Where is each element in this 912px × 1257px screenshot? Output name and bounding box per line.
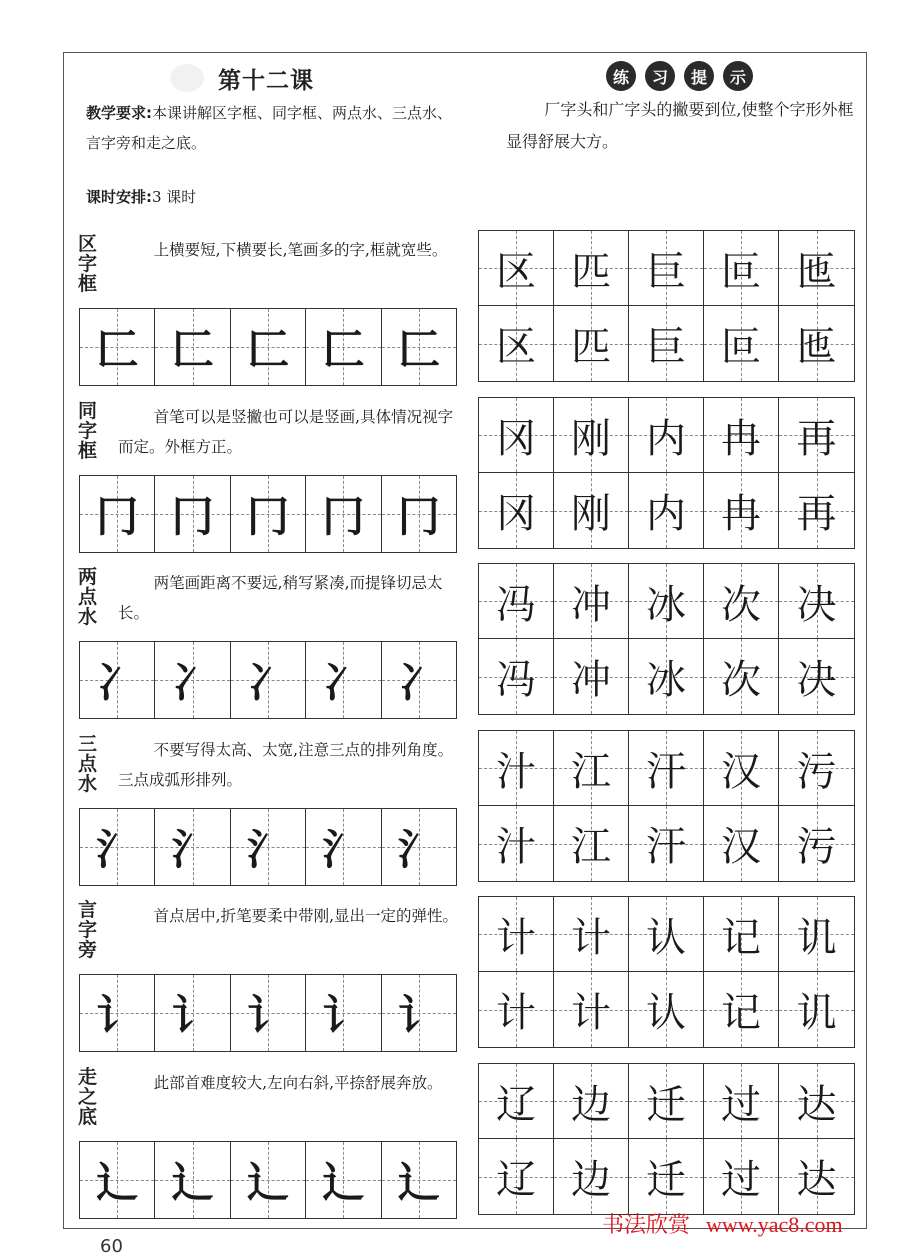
section-description: 上横要短,下横要长,笔画多的字,框就宽些。 xyxy=(153,241,448,259)
tips-badge: 提 xyxy=(684,61,714,91)
watermark-text: 书法欣赏 xyxy=(602,1212,691,1237)
stroke-cell xyxy=(155,309,230,385)
radical-glyph: 讠 xyxy=(322,991,365,1040)
practice-cell xyxy=(704,398,779,473)
stroke-practice-strip xyxy=(79,808,457,886)
practice-cell xyxy=(779,1139,854,1214)
practice-cell xyxy=(779,231,854,306)
practice-cell xyxy=(629,972,704,1047)
character-practice-grid xyxy=(478,896,855,1048)
practice-character: 江 xyxy=(571,824,611,870)
practice-cell xyxy=(554,806,629,881)
practice-character: 冯 xyxy=(496,657,536,703)
practice-cell xyxy=(779,473,854,548)
radical-glyph: 氵 xyxy=(397,825,440,874)
radical-glyph: 氵 xyxy=(171,825,214,874)
practice-cell xyxy=(704,473,779,548)
radical-glyph: 辶 xyxy=(247,1158,290,1207)
practice-cell xyxy=(554,1064,629,1139)
practice-character: 污 xyxy=(796,824,837,870)
practice-character: 内 xyxy=(646,415,686,462)
stroke-cell xyxy=(231,476,306,552)
practice-character: 汉 xyxy=(721,824,761,870)
radical-glyph: 讠 xyxy=(171,991,214,1040)
stroke-cell xyxy=(155,1142,230,1218)
practice-cell xyxy=(479,972,554,1047)
character-practice-grid xyxy=(478,563,855,715)
practice-cell xyxy=(479,231,554,306)
practice-character: 叵 xyxy=(721,248,761,295)
practice-character: 冲 xyxy=(571,581,611,628)
practice-character: 边 xyxy=(571,1157,611,1203)
practice-character: 冯 xyxy=(496,581,536,628)
tips-badge: 示 xyxy=(723,61,753,91)
character-practice-grid xyxy=(478,730,855,882)
practice-cell xyxy=(554,897,629,972)
section-label: 区字框 xyxy=(78,233,98,295)
practice-cell xyxy=(704,972,779,1047)
practice-cell xyxy=(554,473,629,548)
practice-cell xyxy=(704,1064,779,1139)
practice-cell xyxy=(779,306,854,381)
section-label: 两点水 xyxy=(78,566,98,628)
stroke-practice-strip xyxy=(79,308,457,386)
lesson-title: 第十二课 xyxy=(218,68,314,94)
section-description: 此部首难度较大,左向右斜,平捺舒展奔放。 xyxy=(153,1074,443,1092)
section-description: 首点居中,折笔要柔中带刚,显出一定的弹性。 xyxy=(153,907,458,925)
radical-glyph: 辶 xyxy=(171,1158,214,1207)
practice-character: 记 xyxy=(721,990,761,1036)
practice-cell xyxy=(704,639,779,714)
radical-glyph: 氵 xyxy=(247,825,290,874)
stroke-cell xyxy=(306,975,381,1051)
practice-cell xyxy=(629,731,704,806)
stroke-practice-strip xyxy=(79,475,457,553)
practice-cell xyxy=(479,398,554,473)
practice-cell xyxy=(479,639,554,714)
radical-glyph: 讠 xyxy=(397,991,440,1040)
practice-cell xyxy=(554,398,629,473)
radical-glyph: 冂 xyxy=(171,492,214,541)
practice-cell xyxy=(779,1064,854,1139)
practice-character: 达 xyxy=(796,1081,837,1128)
practice-cell xyxy=(554,972,629,1047)
stroke-practice-strip xyxy=(79,641,457,719)
section-label: 走之底 xyxy=(78,1066,98,1128)
practice-character: 边 xyxy=(571,1081,611,1128)
teaching-requirement xyxy=(86,98,466,158)
practice-cell xyxy=(554,564,629,639)
practice-character: 汉 xyxy=(721,748,761,795)
practice-cell xyxy=(629,897,704,972)
stroke-cell xyxy=(80,809,155,885)
practice-tips-heading xyxy=(606,61,753,91)
practice-character: 巨 xyxy=(646,248,686,295)
practice-character: 刚 xyxy=(571,491,611,537)
stroke-cell xyxy=(382,975,456,1051)
practice-character: 冰 xyxy=(646,581,686,628)
practice-cell xyxy=(704,806,779,881)
section-label: 同字框 xyxy=(78,400,98,462)
radical-glyph: 匚 xyxy=(397,325,440,374)
practice-cell xyxy=(554,1139,629,1214)
practice-cell xyxy=(704,1139,779,1214)
practice-cell xyxy=(479,897,554,972)
practice-character: 迁 xyxy=(646,1081,686,1128)
stroke-cell xyxy=(306,642,381,718)
practice-cell xyxy=(629,1064,704,1139)
practice-character: 计 xyxy=(496,914,536,961)
radical-glyph: 冫 xyxy=(96,658,139,707)
practice-cell xyxy=(479,731,554,806)
section-description: 两笔画距离不要远,稍写紧凑,而提锋切忌太长。 xyxy=(118,574,443,622)
practice-character: 匹 xyxy=(571,248,611,295)
class-schedule xyxy=(86,186,196,207)
practice-character: 决 xyxy=(796,657,837,703)
requirement-label: 教学要求: xyxy=(86,104,152,122)
stroke-cell xyxy=(306,309,381,385)
practice-character: 讥 xyxy=(796,990,837,1036)
practice-character: 汁 xyxy=(496,748,536,795)
practice-cell xyxy=(779,972,854,1047)
practice-cell xyxy=(479,1139,554,1214)
practice-character: 汁 xyxy=(496,824,536,870)
practice-character: 匜 xyxy=(796,248,837,295)
practice-character: 次 xyxy=(721,581,761,628)
title-decoration-icon xyxy=(170,64,204,92)
page-number: 60 xyxy=(100,1236,123,1257)
practice-character: 冈 xyxy=(496,415,536,462)
stroke-cell xyxy=(155,975,230,1051)
stroke-cell xyxy=(306,476,381,552)
stroke-cell xyxy=(306,1142,381,1218)
section-label: 三点水 xyxy=(78,733,98,795)
radical-glyph: 冂 xyxy=(96,492,139,541)
practice-character: 叵 xyxy=(721,324,761,370)
radical-glyph: 冂 xyxy=(397,492,440,541)
practice-cell xyxy=(479,806,554,881)
practice-cell xyxy=(704,231,779,306)
stroke-practice-strip xyxy=(79,1141,457,1219)
practice-character: 认 xyxy=(646,990,686,1036)
practice-character: 计 xyxy=(571,914,611,961)
section-description: 首笔可以是竖撇也可以是竖画,具体情况视字而定。外框方正。 xyxy=(118,408,454,456)
schedule-text: 3 课时 xyxy=(152,188,197,206)
practice-cell xyxy=(629,564,704,639)
practice-cell xyxy=(629,473,704,548)
practice-cell xyxy=(704,731,779,806)
practice-cell xyxy=(779,897,854,972)
practice-cell xyxy=(554,306,629,381)
practice-cell xyxy=(629,306,704,381)
practice-character: 刚 xyxy=(571,415,611,462)
radical-glyph: 氵 xyxy=(322,825,365,874)
practice-character: 冉 xyxy=(721,415,761,462)
practice-character: 记 xyxy=(721,914,761,961)
radical-glyph: 匚 xyxy=(322,325,365,374)
practice-character: 讥 xyxy=(796,914,837,961)
practice-character: 匹 xyxy=(571,324,611,370)
stroke-practice-strip xyxy=(79,974,457,1052)
radical-glyph: 辶 xyxy=(397,1158,440,1207)
stroke-cell xyxy=(231,975,306,1051)
practice-character: 迁 xyxy=(646,1157,686,1203)
character-practice-grid xyxy=(478,397,855,549)
stroke-cell xyxy=(382,642,456,718)
practice-character: 过 xyxy=(721,1081,761,1128)
practice-cell xyxy=(629,398,704,473)
stroke-cell xyxy=(382,476,456,552)
practice-cell xyxy=(629,806,704,881)
practice-cell xyxy=(779,564,854,639)
radical-glyph: 讠 xyxy=(96,991,139,1040)
practice-character: 匜 xyxy=(796,324,837,370)
radical-glyph: 冂 xyxy=(322,492,365,541)
practice-character: 内 xyxy=(646,491,686,537)
character-practice-grid xyxy=(478,230,855,382)
stroke-cell xyxy=(155,809,230,885)
radical-glyph: 匚 xyxy=(171,325,214,374)
practice-cell xyxy=(629,1139,704,1214)
stroke-cell xyxy=(382,1142,456,1218)
stroke-cell xyxy=(231,642,306,718)
practice-cell xyxy=(629,639,704,714)
radical-glyph: 辶 xyxy=(96,1158,139,1207)
stroke-cell xyxy=(231,1142,306,1218)
practice-character: 汗 xyxy=(646,824,686,870)
radical-glyph: 冫 xyxy=(171,658,214,707)
stroke-cell xyxy=(306,809,381,885)
tips-badge: 练 xyxy=(606,61,636,91)
practice-character: 认 xyxy=(646,914,686,961)
stroke-cell xyxy=(231,309,306,385)
stroke-cell xyxy=(231,809,306,885)
practice-cell xyxy=(704,897,779,972)
practice-character: 区 xyxy=(496,324,536,370)
radical-glyph: 匚 xyxy=(96,325,139,374)
practice-character: 冉 xyxy=(721,491,761,537)
practice-character: 辽 xyxy=(496,1081,536,1128)
practice-cell xyxy=(779,806,854,881)
practice-cell xyxy=(554,231,629,306)
practice-character: 辽 xyxy=(496,1157,536,1203)
watermark-url: www.yac8.com xyxy=(706,1212,843,1237)
practice-cell xyxy=(554,731,629,806)
stroke-cell xyxy=(382,809,456,885)
practice-character: 计 xyxy=(496,990,536,1036)
section-label: 言字旁 xyxy=(78,899,98,961)
practice-character: 再 xyxy=(796,415,837,462)
practice-character: 再 xyxy=(796,491,837,537)
practice-cell xyxy=(779,731,854,806)
radical-glyph: 冂 xyxy=(247,492,290,541)
practice-cell xyxy=(779,398,854,473)
practice-cell xyxy=(704,306,779,381)
practice-cell xyxy=(479,1064,554,1139)
practice-character: 达 xyxy=(796,1157,837,1203)
requirement-text: 本课讲解区字框、同字框、两点水、三点水、言字旁和走之底。 xyxy=(86,104,453,152)
practice-character: 冈 xyxy=(496,491,536,537)
radical-glyph: 冫 xyxy=(397,658,440,707)
stroke-cell xyxy=(80,309,155,385)
practice-character: 区 xyxy=(496,248,536,295)
practice-tips-text: 厂字头和广字头的撇要到位,使整个字形外框显得舒展大方。 xyxy=(506,100,854,151)
practice-cell xyxy=(779,639,854,714)
stroke-cell xyxy=(80,642,155,718)
practice-character: 计 xyxy=(571,990,611,1036)
radical-glyph: 讠 xyxy=(247,991,290,1040)
practice-character: 冰 xyxy=(646,657,686,703)
practice-cell xyxy=(704,564,779,639)
practice-character: 过 xyxy=(721,1157,761,1203)
stroke-cell xyxy=(80,1142,155,1218)
section-description: 不要写得太高、太宽,注意三点的排列角度。三点成弧形排列。 xyxy=(118,741,454,789)
practice-cell xyxy=(479,473,554,548)
radical-glyph: 辶 xyxy=(322,1158,365,1207)
practice-character: 污 xyxy=(796,748,837,795)
tips-badge: 习 xyxy=(645,61,675,91)
practice-character: 巨 xyxy=(646,324,686,370)
practice-character: 江 xyxy=(571,748,611,795)
radical-glyph: 冫 xyxy=(322,658,365,707)
practice-character: 汗 xyxy=(646,748,686,795)
stroke-cell xyxy=(155,642,230,718)
character-practice-grid xyxy=(478,1063,855,1215)
watermark xyxy=(602,1208,843,1239)
practice-character: 冲 xyxy=(571,657,611,703)
stroke-cell xyxy=(80,476,155,552)
stroke-cell xyxy=(80,975,155,1051)
radical-glyph: 冫 xyxy=(247,658,290,707)
practice-character: 次 xyxy=(721,657,761,703)
practice-cell xyxy=(479,564,554,639)
stroke-cell xyxy=(155,476,230,552)
practice-cell xyxy=(479,306,554,381)
stroke-cell xyxy=(382,309,456,385)
schedule-label: 课时安排: xyxy=(86,188,152,206)
practice-character: 决 xyxy=(796,581,837,628)
radical-glyph: 匚 xyxy=(247,325,290,374)
practice-cell xyxy=(554,639,629,714)
practice-cell xyxy=(629,231,704,306)
radical-glyph: 氵 xyxy=(96,825,139,874)
